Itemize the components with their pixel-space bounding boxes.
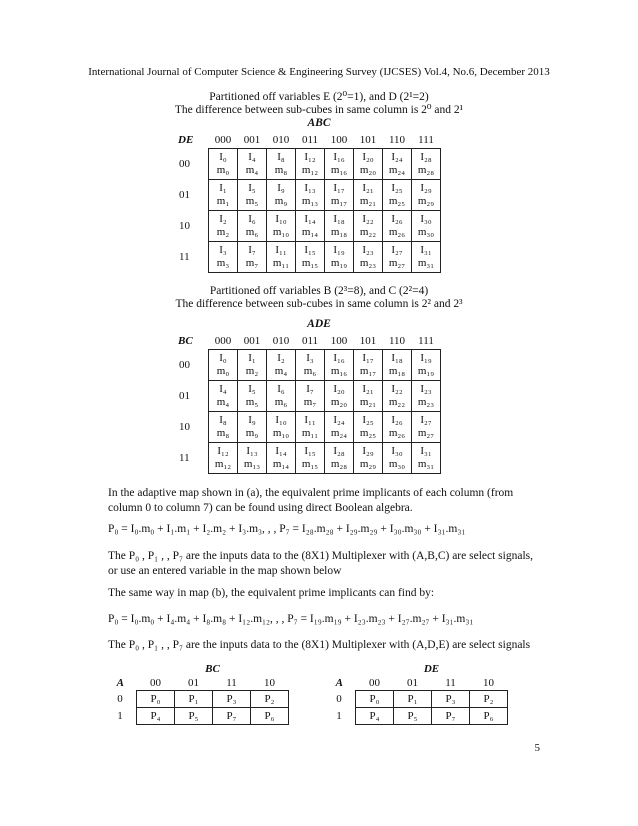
cell-minterm: m₃₀ bbox=[417, 226, 435, 238]
kmap-cell bbox=[412, 211, 441, 242]
cell-minterm: m₂₂ bbox=[359, 226, 377, 238]
kmap-cell bbox=[267, 381, 296, 412]
kmap-cell bbox=[238, 443, 267, 474]
cell-input: I₄ bbox=[219, 383, 227, 395]
cell-minterm: m₁₃ bbox=[301, 195, 319, 207]
cell-minterm: m₆ bbox=[245, 226, 259, 238]
kmap-cell bbox=[412, 180, 441, 211]
paragraph-1: In the adaptive map shown in (a), the equivalent prime implicants of each column (from column 0 to column 7) can be found using direct Boolean algebra. bbox=[108, 487, 514, 514]
row-axis-label: DE bbox=[178, 134, 194, 147]
cell-minterm: m₂₆ bbox=[388, 226, 406, 238]
cell-minterm: m₅ bbox=[245, 195, 259, 207]
cell-input: I₂₄ bbox=[391, 151, 403, 163]
kmap-cell bbox=[412, 149, 441, 180]
table-row bbox=[178, 350, 441, 381]
cell-minterm: m₁₂ bbox=[301, 164, 319, 176]
kmap-cell bbox=[267, 412, 296, 443]
kmap-cell bbox=[209, 211, 238, 242]
mux-row-axis: A bbox=[116, 677, 124, 690]
kmap-cell bbox=[383, 211, 412, 242]
kmap-cell bbox=[209, 180, 238, 211]
column-header: 111 bbox=[418, 134, 434, 146]
row-label: 01 bbox=[179, 390, 190, 402]
cell-input: I₃₀ bbox=[420, 213, 432, 225]
table-row bbox=[104, 708, 289, 725]
cell-input: I₅ bbox=[248, 383, 256, 395]
kmap-cell bbox=[209, 350, 238, 381]
cell-minterm: m₂ bbox=[216, 226, 230, 238]
kmap-cell bbox=[325, 180, 354, 211]
column-header: 11 bbox=[226, 677, 237, 689]
kmap-cell bbox=[325, 381, 354, 412]
cell-minterm: m₂₁ bbox=[359, 195, 377, 207]
kmap-cell bbox=[209, 149, 238, 180]
column-header: 011 bbox=[301, 134, 319, 146]
page-number: 5 bbox=[534, 742, 540, 754]
paragraph-3: The same way in map (b), the equivalent prime implicants can find by: bbox=[108, 587, 435, 599]
cell-minterm: m₁₇ bbox=[359, 365, 377, 377]
cell-minterm: m₂₆ bbox=[388, 427, 406, 439]
kmap-cell bbox=[296, 443, 325, 474]
table-row bbox=[178, 381, 441, 412]
cell-minterm: m₁₁ bbox=[272, 257, 290, 269]
mux-cell: P₂ bbox=[470, 691, 508, 708]
mux-cell: P₄ bbox=[356, 708, 394, 725]
kmap-cell bbox=[296, 180, 325, 211]
cell-input: I₁₈ bbox=[333, 213, 345, 225]
cell-input: I₂₄ bbox=[333, 414, 345, 426]
mux-cell: P₅ bbox=[394, 708, 432, 725]
column-header: 100 bbox=[330, 134, 348, 146]
kmap-ade-bc bbox=[178, 333, 441, 474]
table-row bbox=[323, 708, 508, 725]
cell-input: I₉ bbox=[277, 182, 285, 194]
cell-minterm: m₀ bbox=[216, 365, 230, 377]
cell-minterm: m₃₁ bbox=[417, 458, 435, 470]
column-header: 110 bbox=[388, 335, 406, 347]
kmap-cell bbox=[267, 211, 296, 242]
cell-input: I₅ bbox=[248, 182, 256, 194]
kmap-cell bbox=[296, 211, 325, 242]
kmap-cell bbox=[412, 350, 441, 381]
cell-input: I₂₉ bbox=[420, 182, 432, 194]
mux-cell: P₀ bbox=[137, 691, 175, 708]
table-row bbox=[178, 412, 441, 443]
cell-input: I₂₅ bbox=[391, 182, 403, 194]
kmap-cell bbox=[267, 149, 296, 180]
cell-minterm: m₃₁ bbox=[417, 257, 435, 269]
table-row bbox=[178, 149, 441, 180]
cell-minterm: m₁₆ bbox=[330, 365, 348, 377]
cell-minterm: m₇ bbox=[303, 396, 317, 408]
cell-minterm: m₈ bbox=[216, 427, 230, 439]
cell-minterm: m₂₈ bbox=[417, 164, 435, 176]
column-header: 000 bbox=[214, 335, 232, 347]
kmap-cell bbox=[354, 412, 383, 443]
cell-minterm: m₂₃ bbox=[417, 396, 435, 408]
kmap-cell bbox=[209, 443, 238, 474]
cell-minterm: m₂₃ bbox=[359, 257, 377, 269]
column-header: 001 bbox=[243, 134, 261, 146]
mux-map-bc bbox=[104, 662, 289, 725]
row-label: 00 bbox=[179, 158, 190, 170]
kmap-cell bbox=[354, 149, 383, 180]
cell-minterm: m₁₅ bbox=[301, 257, 319, 269]
cell-minterm: m₁₀ bbox=[272, 226, 290, 238]
kmap-cell bbox=[354, 443, 383, 474]
mux-cell: P₃ bbox=[213, 691, 251, 708]
cell-input: I₂₃ bbox=[362, 244, 374, 256]
mux-col-axis: DE bbox=[423, 663, 440, 675]
cell-minterm: m₂₂ bbox=[388, 396, 406, 408]
kmap-cell bbox=[267, 443, 296, 474]
cell-minterm: m₂₉ bbox=[359, 458, 377, 470]
cell-minterm: m₉ bbox=[245, 427, 259, 439]
mux-cell: P₇ bbox=[213, 708, 251, 725]
cell-input: I₂₅ bbox=[362, 414, 374, 426]
row-label: 11 bbox=[179, 452, 190, 464]
cell-minterm: m₃ bbox=[216, 257, 230, 269]
cell-input: I₁₈ bbox=[391, 352, 403, 364]
cell-minterm: m₂₄ bbox=[330, 427, 348, 439]
table-row bbox=[104, 691, 289, 708]
kmap-cell bbox=[383, 443, 412, 474]
column-header: 01 bbox=[407, 677, 418, 689]
cell-input: I₂₆ bbox=[391, 213, 403, 225]
cell-input: I₁₃ bbox=[246, 445, 258, 457]
cell-minterm: m₂₄ bbox=[388, 164, 406, 176]
row-label: 10 bbox=[179, 421, 190, 433]
kmap-cell bbox=[325, 412, 354, 443]
row-label: 01 bbox=[179, 189, 190, 201]
column-header: 00 bbox=[150, 677, 161, 689]
cell-input: I₁₇ bbox=[333, 182, 345, 194]
map2-caption-1: Partitioned off variables B (2³=8), and C (2²=4) bbox=[209, 285, 429, 297]
cell-input: I₃₁ bbox=[420, 244, 432, 256]
cell-input: I₁₅ bbox=[304, 445, 316, 457]
kmap-cell bbox=[412, 412, 441, 443]
kmap-cell bbox=[238, 149, 267, 180]
mux-cell: P₀ bbox=[356, 691, 394, 708]
cell-input: I₁₀ bbox=[275, 414, 287, 426]
column-header: 11 bbox=[445, 677, 456, 689]
map1-caption-1: Partitioned off variables E (2⁰=1), and D (2¹=2) bbox=[209, 91, 429, 103]
kmap-cell bbox=[383, 180, 412, 211]
cell-minterm: m₄ bbox=[245, 164, 259, 176]
table-row bbox=[178, 443, 441, 474]
kmap-cell bbox=[354, 180, 383, 211]
kmap-cell bbox=[296, 242, 325, 273]
paragraph-2: The P₀ , P₁ , , P₇ are the inputs data to the (8X1) Multiplexer with (A,B,C) are select signals, or use an entered variable in the map shown below bbox=[108, 550, 533, 577]
mux-cell: P₅ bbox=[175, 708, 213, 725]
cell-input: I₁₉ bbox=[333, 244, 345, 256]
cell-minterm: m₂₇ bbox=[417, 427, 435, 439]
kmap-cell bbox=[296, 149, 325, 180]
kmap-cell bbox=[354, 211, 383, 242]
cell-minterm: m₂₁ bbox=[359, 396, 377, 408]
kmap-cell bbox=[354, 350, 383, 381]
cell-minterm: m₁₁ bbox=[301, 427, 319, 439]
kmap-cell bbox=[209, 381, 238, 412]
cell-input: I₁₅ bbox=[304, 244, 316, 256]
cell-minterm: m₄ bbox=[274, 365, 288, 377]
cell-input: I₁₆ bbox=[333, 352, 345, 364]
column-header: 010 bbox=[272, 134, 290, 146]
cell-minterm: m₁₂ bbox=[214, 458, 232, 470]
column-header: 100 bbox=[330, 335, 348, 347]
cell-input: I₀ bbox=[219, 151, 227, 163]
cell-minterm: m₂₇ bbox=[388, 257, 406, 269]
row-label: 1 bbox=[336, 710, 342, 722]
column-header: 01 bbox=[188, 677, 199, 689]
row-label: 00 bbox=[179, 359, 190, 371]
cell-input: I₂₀ bbox=[362, 151, 374, 163]
kmap-cell bbox=[354, 242, 383, 273]
cell-input: I₂₆ bbox=[391, 414, 403, 426]
kmap-cell bbox=[412, 443, 441, 474]
map2-col-axis: ADE bbox=[307, 318, 331, 330]
cell-minterm: m₄ bbox=[216, 396, 230, 408]
cell-minterm: m₁₉ bbox=[330, 257, 348, 269]
mux-cell: P₂ bbox=[251, 691, 289, 708]
cell-input: I₀ bbox=[219, 352, 227, 364]
mux-cell: P₆ bbox=[470, 708, 508, 725]
kmap-cell bbox=[383, 350, 412, 381]
cell-input: I₂₉ bbox=[362, 445, 374, 457]
cell-input: I₁₃ bbox=[304, 182, 316, 194]
cell-input: I₆ bbox=[277, 383, 285, 395]
cell-minterm: m₆ bbox=[303, 365, 317, 377]
map2-caption-2: The difference between sub-cubes in same column is 2² and 2³ bbox=[175, 298, 463, 310]
column-header: 00 bbox=[369, 677, 380, 689]
cell-input: I₈ bbox=[277, 151, 285, 163]
cell-input: I₂₂ bbox=[391, 383, 403, 395]
kmap-cell bbox=[383, 149, 412, 180]
kmap-cell bbox=[325, 211, 354, 242]
cell-input: I₁₄ bbox=[304, 213, 316, 225]
column-header: 011 bbox=[301, 335, 319, 347]
kmap-cell bbox=[296, 350, 325, 381]
kmap-cell bbox=[209, 242, 238, 273]
cell-minterm: m₁₈ bbox=[330, 226, 348, 238]
equation-1: P₀ = I₀.m₀ + I₁.m₁ + I₂.m₂ + I₃.m₃, , , P₇ = I₂₈.m₂₈ + I₂₉.m₂₉ + I₃₀.m₃₀ + I₃₁.m₃₁ bbox=[108, 523, 466, 535]
kmap-cell bbox=[325, 242, 354, 273]
kmap-cell bbox=[296, 412, 325, 443]
cell-minterm: m₆ bbox=[274, 396, 288, 408]
cell-input: I₁₄ bbox=[275, 445, 287, 457]
kmap-cell bbox=[238, 412, 267, 443]
cell-minterm: m₁₇ bbox=[330, 195, 348, 207]
kmap-cell bbox=[383, 242, 412, 273]
mux-cell: P₁ bbox=[394, 691, 432, 708]
table-row bbox=[178, 242, 441, 273]
kmap-cell bbox=[238, 381, 267, 412]
cell-input: I₆ bbox=[248, 213, 256, 225]
row-label: 1 bbox=[117, 710, 123, 722]
cell-minterm: m₅ bbox=[245, 396, 259, 408]
cell-minterm: m₁₄ bbox=[301, 226, 319, 238]
cell-input: I₂ bbox=[219, 213, 227, 225]
cell-input: I₂₁ bbox=[362, 182, 374, 194]
row-label: 10 bbox=[179, 220, 190, 232]
mux-cell: P₁ bbox=[175, 691, 213, 708]
table-row bbox=[178, 211, 441, 242]
cell-minterm: m₂₅ bbox=[359, 427, 377, 439]
cell-minterm: m₂₀ bbox=[330, 396, 348, 408]
cell-input: I₄ bbox=[248, 151, 256, 163]
kmap-cell bbox=[296, 381, 325, 412]
cell-input: I₇ bbox=[248, 244, 256, 256]
cell-input: I₁₇ bbox=[362, 352, 374, 364]
cell-minterm: m₇ bbox=[245, 257, 259, 269]
mux-cell: P₆ bbox=[251, 708, 289, 725]
cell-minterm: m₁ bbox=[216, 195, 230, 207]
cell-input: I₃ bbox=[306, 352, 314, 364]
cell-input: I₇ bbox=[306, 383, 314, 395]
row-label: 11 bbox=[179, 251, 190, 263]
cell-input: I₃ bbox=[219, 244, 227, 256]
column-header: 010 bbox=[272, 335, 290, 347]
kmap-cell bbox=[354, 381, 383, 412]
kmap-abc-de bbox=[178, 132, 441, 273]
mux-cell: P₄ bbox=[137, 708, 175, 725]
paragraph-4: The P₀ , P₁ , , P₇ are the inputs data to the (8X1) Multiplexer with (A,D,E) are select signals bbox=[108, 639, 531, 651]
cell-minterm: m₁₈ bbox=[388, 365, 406, 377]
table-row bbox=[178, 180, 441, 211]
cell-input: I₂₃ bbox=[420, 383, 432, 395]
row-axis-label: BC bbox=[178, 335, 193, 348]
cell-minterm: m₉ bbox=[274, 195, 288, 207]
cell-input: I₁ bbox=[219, 182, 227, 194]
table-row bbox=[323, 691, 508, 708]
cell-input: I₂₈ bbox=[420, 151, 432, 163]
cell-input: I₁₁ bbox=[275, 244, 287, 256]
cell-input: I₉ bbox=[248, 414, 256, 426]
kmap-cell bbox=[238, 180, 267, 211]
cell-input: I₂₀ bbox=[333, 383, 345, 395]
cell-minterm: m₁₆ bbox=[330, 164, 348, 176]
cell-minterm: m₁₀ bbox=[272, 427, 290, 439]
cell-input: I₂₇ bbox=[420, 414, 432, 426]
cell-minterm: m₂₈ bbox=[330, 458, 348, 470]
cell-input: I₂ bbox=[277, 352, 285, 364]
row-label: 0 bbox=[336, 693, 342, 705]
row-label: 0 bbox=[117, 693, 123, 705]
map1-caption-2: The difference between sub-cubes in same column is 2⁰ and 2¹ bbox=[174, 104, 464, 116]
kmap-cell bbox=[209, 412, 238, 443]
column-header: 001 bbox=[243, 335, 261, 347]
column-header: 10 bbox=[483, 677, 494, 689]
cell-minterm: m₁₃ bbox=[243, 458, 261, 470]
column-header: 101 bbox=[359, 335, 377, 347]
cell-input: I₁₂ bbox=[304, 151, 316, 163]
cell-input: I₂₈ bbox=[333, 445, 345, 457]
cell-input: I₁₉ bbox=[420, 352, 432, 364]
kmap-cell bbox=[267, 180, 296, 211]
cell-input: I₈ bbox=[219, 414, 227, 426]
kmap-cell bbox=[383, 412, 412, 443]
column-header: 10 bbox=[264, 677, 275, 689]
cell-input: I₃₁ bbox=[420, 445, 432, 457]
cell-minterm: m₀ bbox=[216, 164, 230, 176]
column-header: 000 bbox=[214, 134, 232, 146]
map1-col-axis: ABC bbox=[307, 117, 331, 129]
equation-2: P₀ = I₀.m₀ + I₄.m₄ + I₈.m₈ + I₁₂.m₁₂, , , P₇ = I₁₉.m₁₉ + I₂₃.m₂₃ + I₂₇.m₂₇ + I₃₁.m₃₁ bbox=[108, 613, 474, 625]
cell-minterm: m₈ bbox=[274, 164, 288, 176]
journal-header: International Journal of Computer Science & Engineering Survey (IJCSES) Vol.4, No.6, December 2013 bbox=[88, 66, 550, 78]
kmap-cell bbox=[412, 381, 441, 412]
cell-input: I₁₂ bbox=[217, 445, 229, 457]
mux-col-axis: BC bbox=[205, 663, 220, 675]
cell-minterm: m₁₉ bbox=[417, 365, 435, 377]
cell-input: I₁₆ bbox=[333, 151, 345, 163]
kmap-cell bbox=[325, 149, 354, 180]
cell-input: I₃₀ bbox=[391, 445, 403, 457]
kmap-cell bbox=[238, 211, 267, 242]
cell-minterm: m₂₀ bbox=[359, 164, 377, 176]
mux-map-de bbox=[323, 662, 508, 725]
cell-input: I₁₀ bbox=[275, 213, 287, 225]
column-header: 111 bbox=[418, 335, 434, 347]
kmap-cell bbox=[412, 242, 441, 273]
cell-input: I₁₁ bbox=[304, 414, 316, 426]
cell-minterm: m₂₉ bbox=[417, 195, 435, 207]
cell-minterm: m₂₅ bbox=[388, 195, 406, 207]
cell-input: I₂₂ bbox=[362, 213, 374, 225]
kmap-cell bbox=[325, 350, 354, 381]
cell-input: I₂₁ bbox=[362, 383, 374, 395]
cell-input: I₁ bbox=[248, 352, 256, 364]
kmap-cell bbox=[267, 350, 296, 381]
kmap-cell bbox=[238, 350, 267, 381]
cell-input: I₂₇ bbox=[391, 244, 403, 256]
cell-minterm: m₃₀ bbox=[388, 458, 406, 470]
column-header: 110 bbox=[388, 134, 406, 146]
kmap-cell bbox=[383, 381, 412, 412]
cell-minterm: m₁₄ bbox=[272, 458, 290, 470]
kmap-cell bbox=[267, 242, 296, 273]
mux-row-axis: A bbox=[335, 677, 343, 690]
mux-cell: P₇ bbox=[432, 708, 470, 725]
cell-minterm: m₁₅ bbox=[301, 458, 319, 470]
column-header: 101 bbox=[359, 134, 377, 146]
kmap-cell bbox=[238, 242, 267, 273]
kmap-cell bbox=[325, 443, 354, 474]
mux-cell: P₃ bbox=[432, 691, 470, 708]
cell-minterm: m₂ bbox=[245, 365, 259, 377]
